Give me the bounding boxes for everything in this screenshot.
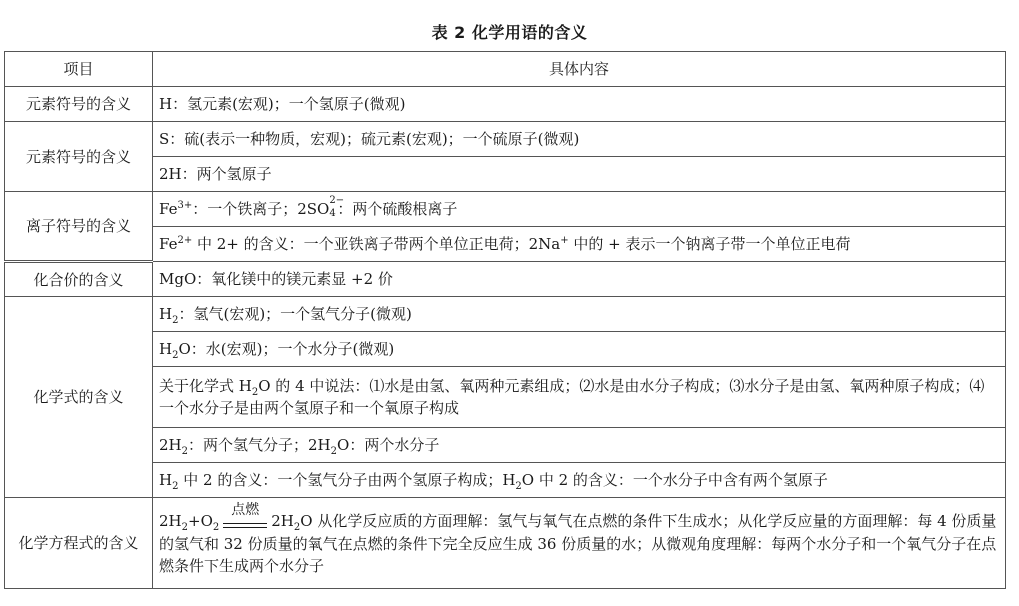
- table-row: [5, 367, 1006, 428]
- table-row: [5, 227, 1006, 262]
- text-run: ：氢气(宏观)；一个氢气分子(微观): [178, 305, 412, 323]
- text-run: ：两个氢气分子；2H: [188, 436, 331, 454]
- subscript: 2: [181, 446, 188, 457]
- text-run: 中的 + 表示一个钠离子带一个单位正电荷: [568, 235, 851, 253]
- table-row: [5, 262, 1006, 297]
- text-run: ：两个硫酸根离子: [337, 200, 458, 218]
- category-cell: 化合价的含义: [5, 262, 153, 297]
- reaction-condition: 点燃: [231, 501, 260, 518]
- category-cell: 离子符号的含义: [5, 192, 153, 262]
- equation-run: 2H: [159, 511, 182, 530]
- text-run: H: [159, 340, 173, 358]
- text-run: 2H: [159, 436, 182, 454]
- subscript: 2: [330, 446, 338, 457]
- text-run: 中 2 的含义：一个氢气分子由两个氢原子构成；H: [178, 471, 516, 489]
- content-cell: [153, 428, 1006, 463]
- content-cell: [153, 463, 1006, 498]
- subscript: 2: [212, 521, 220, 533]
- table-row: [5, 192, 1006, 227]
- sulfate-sub-sup: [329, 195, 345, 219]
- content-cell: [153, 367, 1006, 428]
- header-row: [5, 52, 1006, 87]
- text-run: 中 2+ 的含义：一个亚铁离子带两个单位正电荷；2Na: [192, 235, 561, 253]
- subscript: 2: [515, 481, 522, 492]
- charge-sup: +: [560, 235, 569, 246]
- subscript: 2: [172, 315, 179, 326]
- formula-fe: Fe: [159, 235, 178, 253]
- table-row: [5, 428, 1006, 463]
- text-run: O 的 4 中说法：⑴水是由氢、氧两种元素组成；⑵水是由水分子构成；⑶水分子是由氢、氧两种原子构成；⑷一个水分子是由两个氢原子和一个氧原子构成: [159, 377, 985, 417]
- content-cell: [153, 498, 1006, 589]
- table-caption: 表 2 化学用语的含义: [431, 23, 588, 42]
- category-cell: 元素符号的含义: [5, 87, 153, 122]
- table-row: [5, 332, 1006, 367]
- equation-run: 2H: [271, 511, 294, 530]
- text-run: 关于化学式 H: [159, 377, 252, 395]
- text-run: ：一个铁离子；2SO: [192, 200, 330, 218]
- header-content: 具体内容: [153, 52, 1006, 87]
- table-row: [5, 463, 1006, 498]
- content-cell: MgO：氧化镁中的镁元素显 +2 价: [153, 262, 1006, 297]
- category-cell: 化学式的含义: [5, 297, 153, 498]
- content-cell: [153, 297, 1006, 332]
- content-cell: H：氢元素(宏观)；一个氢原子(微观): [153, 87, 1006, 122]
- subscript: 2: [172, 481, 179, 492]
- equals-line: [223, 523, 267, 524]
- formula-fe: Fe: [159, 200, 178, 218]
- text-run: H: [159, 471, 173, 489]
- sulfate-sub: 4: [329, 208, 336, 219]
- text-run: O 中 2 的含义：一个水分子中含有两个氢原子: [521, 471, 828, 489]
- table-row: [5, 297, 1006, 332]
- equation-run: O: [300, 511, 313, 530]
- reaction-condition-arrow: [223, 501, 267, 533]
- text-run: 从化学反应质的方面理解：氢气与氧气在点燃的条件下生成水；从化学反应量的方面理解：每 4 份质量的氢气和 32 份质量的氧气在点燃的条件下完全反应生成 36 份质量的水；从微观角度理解：每两个水分子和一个氧气分子在点燃条件下生成两个水分子: [159, 511, 997, 575]
- table-row: [5, 498, 1006, 589]
- content-cell: [153, 227, 1006, 262]
- header-item: 项目: [5, 52, 153, 87]
- equation-run: +O: [188, 511, 213, 530]
- content-cell: [153, 192, 1006, 227]
- table-row: [5, 157, 1006, 192]
- sulfate-charge: 2−: [329, 195, 345, 206]
- content-cell: [153, 332, 1006, 367]
- subscript: 2: [181, 521, 188, 533]
- charge-sup: 3+: [177, 200, 193, 211]
- subscript: 2: [251, 387, 259, 398]
- table-row: [5, 87, 1006, 122]
- subscript: 2: [172, 350, 179, 361]
- text-run: O：水(宏观)；一个水分子(微观): [178, 340, 395, 358]
- chem-terms-table: [4, 51, 1006, 589]
- text-run: H: [159, 305, 173, 323]
- charge-sup: 2+: [177, 235, 193, 246]
- subscript: 2: [293, 521, 301, 533]
- category-cell: 元素符号的含义: [5, 122, 153, 192]
- category-cell: 化学方程式的含义: [5, 498, 153, 589]
- content-cell: S：硫(表示一种物质，宏观)；硫元素(宏观)；一个硫原子(微观): [153, 122, 1006, 157]
- table-row: [5, 122, 1006, 157]
- content-cell: 2H：两个氢原子: [153, 157, 1006, 192]
- text-run: O：两个水分子: [337, 436, 440, 454]
- equals-line: [223, 527, 267, 528]
